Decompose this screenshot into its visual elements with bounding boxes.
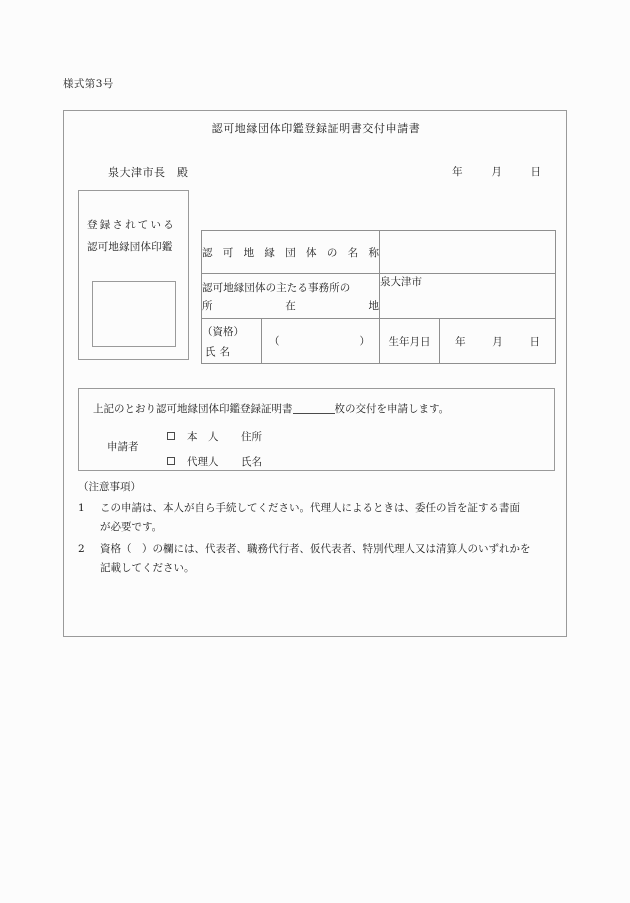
label-office-address-line-2: 所在地 [202, 299, 379, 312]
copies-count-blank[interactable] [293, 413, 335, 414]
form-number: 様式第3号 [63, 78, 114, 90]
seal-caption-line-2: 認可地縁団体印鑑 [87, 241, 173, 253]
label-date-of-birth: 生年月日 [380, 319, 440, 364]
application-statement [93, 401, 449, 416]
applicant-option-proxy[interactable] [167, 450, 262, 475]
registered-seal-box [78, 190, 189, 360]
note-number-1: 1 [78, 502, 85, 514]
label-office-address-line-1: 認可地縁団体の主たる事務所の [202, 281, 351, 294]
page-title: 認可地縁団体印鑑登録証明書交付申請書 [211, 122, 421, 135]
applicant-options [167, 425, 262, 475]
label-office-address [202, 274, 380, 319]
label-name: 氏名 [205, 345, 234, 358]
submission-date-blank [452, 164, 541, 179]
applicant-proxy-field-label: 氏名 [241, 456, 262, 468]
label-organization-name: 認可地縁団体の名称 [202, 231, 380, 274]
note-number-2: 2 [78, 543, 85, 555]
statement-text-after: 枚の交付を申請します。 [334, 403, 450, 415]
note-1-line-2: が必要です。 [100, 521, 163, 533]
date-month-label: 月 [491, 166, 502, 178]
application-statement-box [78, 388, 555, 471]
addressee-row [64, 164, 568, 180]
value-date-of-birth[interactable] [440, 319, 556, 364]
checkbox-self[interactable] [167, 432, 175, 440]
value-qualification-and-name[interactable] [262, 319, 380, 364]
dob-year-label: 年 [455, 335, 466, 348]
note-2-line-2: 記載してください。 [100, 562, 195, 574]
note-1-line-1: この申請は、本人が自ら手続してください。代理人によるときは、委任の旨を証する書面 [100, 502, 520, 514]
applicant-option-self[interactable] [167, 425, 262, 450]
seal-box-caption [87, 214, 183, 258]
form-outer-frame [63, 110, 567, 637]
note-text-2 [100, 540, 555, 578]
table-row-organization-name [202, 231, 556, 274]
value-organization-name[interactable] [380, 231, 556, 274]
addressee-label: 泉大津市長 殿 [108, 166, 189, 179]
notes-title: （注意事項） [78, 481, 141, 493]
dob-day-label: 日 [529, 335, 540, 348]
table-row-qualification-name [202, 319, 556, 364]
note-item-1 [78, 499, 555, 537]
label-qualification-and-name [202, 319, 262, 364]
dob-month-label: 月 [492, 335, 503, 348]
applicant-self-field-label: 住所 [241, 431, 262, 443]
seal-impression-area[interactable] [92, 281, 176, 347]
note-text-1 [100, 499, 555, 537]
checkbox-proxy[interactable] [167, 457, 175, 465]
statement-text-before: 上記のとおり認可地縁団体印鑑登録証明書 [93, 403, 293, 415]
note-2-line-1: 資格（ ）の欄には、代表者、職務代行者、仮代表者、特別代理人又は清算人のいずれかを [100, 543, 531, 555]
applicant-label: 申請者 [107, 441, 139, 453]
applicant-option-proxy-label: 代理人 [187, 456, 219, 468]
note-item-2 [78, 540, 555, 578]
paren-open: （ [269, 335, 280, 348]
applicant-option-self-label: 本 人 [187, 431, 219, 443]
date-day-label: 日 [530, 166, 541, 178]
seal-caption-line-1: 登録されている [87, 219, 176, 231]
table-row-office-address [202, 274, 556, 319]
notes-section [78, 478, 555, 578]
label-qualification: （資格） [202, 325, 244, 338]
applicant-info-table [201, 230, 556, 364]
value-office-address[interactable]: 泉大津市 [380, 274, 556, 319]
date-year-label: 年 [452, 166, 463, 178]
paren-close: ） [359, 335, 370, 348]
